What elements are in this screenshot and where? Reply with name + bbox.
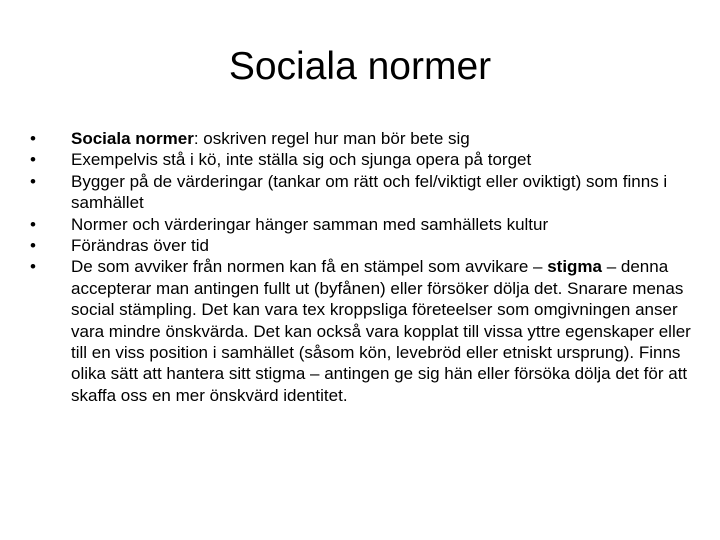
- bullet-icon: •: [30, 129, 36, 148]
- bullet-text-after: – denna accepterar man antingen fullt ut (byfånen) eller försöker dölja det. Snarare menas social stämpling. Det kan vara tex kroppsliga företeelser som omgivningen anser vara mindre önskvärda. Det kan också vara kopplat till vissa yttre egenskaper eller till en viss position i samhället (såsom kön, levebröd eller etniskt ursprung). Finns olika sätt att hantera sitt stigma – antingen ge sig hän eller försöka dölja det för att skaffa oss en mer önskvärd identitet.: [71, 257, 691, 405]
- bullet-icon: •: [30, 236, 36, 256]
- bullet-text: Förändras över tid: [71, 236, 209, 256]
- bullet-text: Normer och värderingar hänger samman med samhällets kultur: [71, 214, 549, 234]
- term-stigma: stigma: [547, 257, 602, 277]
- bullet-list: [30, 128, 695, 406]
- bullet-text-before: De som avviker från normen kan få en stämpel som avvikare –: [71, 257, 548, 277]
- bullet-item-exempel: [30, 149, 695, 170]
- bullet-item-kultur: [30, 214, 695, 235]
- bullet-icon: •: [30, 150, 36, 170]
- slide-title: Sociala normer: [228, 45, 492, 88]
- bullet-item-stigma: [30, 256, 695, 406]
- bullet-icon: •: [30, 214, 36, 234]
- bullet-icon: •: [30, 171, 36, 191]
- bullet-item-sociala-normer: [30, 128, 695, 149]
- bullet-item-forandras: [30, 235, 695, 256]
- term-sociala-normer: Sociala normer: [71, 129, 194, 148]
- bullet-icon: •: [30, 257, 36, 277]
- bullet-text: Bygger på de värderingar (tankar om rätt och fel/viktigt eller oviktigt) som finns i samhället: [71, 171, 668, 213]
- bullet-text: Exempelvis stå i kö, inte ställa sig och sjunga opera på torget: [71, 150, 532, 170]
- definition-text: : oskriven regel hur man bör bete sig: [193, 129, 470, 148]
- bullet-item-varderingar: [30, 171, 695, 214]
